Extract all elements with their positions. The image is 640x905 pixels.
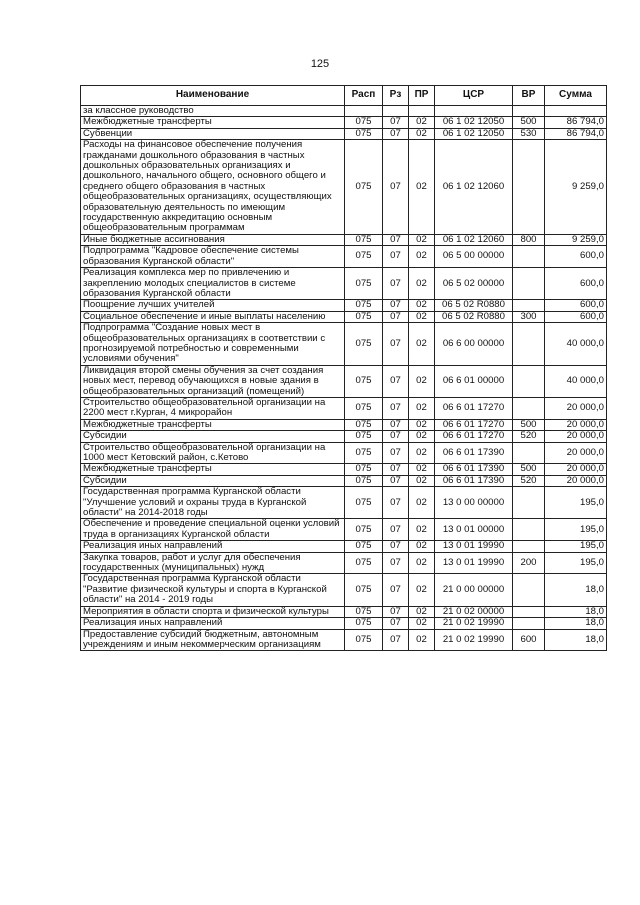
row-csr	[435, 106, 513, 117]
row-vr	[513, 106, 545, 117]
row-csr: 06 6 01 17270	[435, 431, 513, 442]
row-csr: 06 6 01 17270	[435, 397, 513, 419]
row-rz: 07	[383, 397, 409, 419]
row-rasp: 075	[345, 431, 383, 442]
row-csr: 06 5 02 00000	[435, 268, 513, 300]
row-sum: 195,0	[545, 541, 607, 552]
row-sum: 600,0	[545, 268, 607, 300]
row-sum: 20 000,0	[545, 475, 607, 486]
row-pr: 02	[409, 431, 435, 442]
row-csr: 06 6 01 17270	[435, 419, 513, 430]
row-rasp: 075	[345, 552, 383, 574]
header-sum: Сумма	[545, 86, 607, 106]
row-csr: 06 5 00 00000	[435, 246, 513, 268]
row-name: за классное руководство	[81, 106, 345, 117]
row-csr: 06 5 02 R0880	[435, 300, 513, 311]
row-sum	[545, 106, 607, 117]
row-sum: 20 000,0	[545, 397, 607, 419]
row-rz: 07	[383, 629, 409, 651]
table-row	[81, 464, 607, 475]
row-name: Реализация иных направлений	[81, 541, 345, 552]
row-rasp	[345, 106, 383, 117]
row-rz: 07	[383, 365, 409, 397]
row-csr: 06 1 02 12060	[435, 140, 513, 235]
row-name: Поощрение лучших учителей	[81, 300, 345, 311]
header-rz: Рз	[383, 86, 409, 106]
row-vr	[513, 618, 545, 629]
row-name: Подпрограмма "Кадровое обеспечение системы образования Курганской области"	[81, 246, 345, 268]
row-name: Реализация иных направлений	[81, 618, 345, 629]
row-rasp: 075	[345, 117, 383, 128]
row-vr: 300	[513, 311, 545, 322]
row-sum: 195,0	[545, 487, 607, 519]
row-sum: 600,0	[545, 311, 607, 322]
row-pr: 02	[409, 606, 435, 617]
row-rasp: 075	[345, 268, 383, 300]
row-pr: 02	[409, 128, 435, 139]
page-number: 125	[310, 58, 330, 70]
row-rasp: 075	[345, 618, 383, 629]
row-name: Строительство общеобразовательной организации на 2200 мест г.Курган, 4 микрорайон	[81, 397, 345, 419]
row-pr	[409, 106, 435, 117]
row-rz: 07	[383, 246, 409, 268]
table-row	[81, 629, 607, 651]
row-vr: 520	[513, 475, 545, 486]
row-pr: 02	[409, 397, 435, 419]
row-name: Государственная программа Курганской области "Развитие физической культуры и спорта в Курганской области" на 2014 - 2019 годы	[81, 574, 345, 606]
row-rz: 07	[383, 541, 409, 552]
row-sum: 20 000,0	[545, 419, 607, 430]
row-rasp: 075	[345, 475, 383, 486]
table-row	[81, 431, 607, 442]
row-rasp: 075	[345, 541, 383, 552]
row-csr: 06 6 00 00000	[435, 323, 513, 366]
row-rasp: 075	[345, 606, 383, 617]
row-rz: 07	[383, 519, 409, 541]
table-row	[81, 541, 607, 552]
row-rasp: 075	[345, 140, 383, 235]
row-csr: 21 0 02 19990	[435, 618, 513, 629]
row-name: Субсидии	[81, 475, 345, 486]
row-pr: 02	[409, 323, 435, 366]
table-row	[81, 606, 607, 617]
header-csr: ЦСР	[435, 86, 513, 106]
row-rz: 07	[383, 442, 409, 464]
row-sum: 40 000,0	[545, 365, 607, 397]
row-csr: 06 1 02 12060	[435, 234, 513, 245]
row-rz: 07	[383, 300, 409, 311]
row-sum: 18,0	[545, 618, 607, 629]
row-pr: 02	[409, 140, 435, 235]
row-rz: 07	[383, 140, 409, 235]
row-vr: 500	[513, 419, 545, 430]
row-name: Реализация комплекса мер по привлечению и закреплению молодых специалистов в системе образования Курганской области	[81, 268, 345, 300]
row-sum: 600,0	[545, 300, 607, 311]
row-vr	[513, 246, 545, 268]
table-row	[81, 365, 607, 397]
row-rasp: 075	[345, 629, 383, 651]
row-pr: 02	[409, 246, 435, 268]
row-pr: 02	[409, 442, 435, 464]
row-rz	[383, 106, 409, 117]
row-name: Мероприятия в области спорта и физической культуры	[81, 606, 345, 617]
row-csr: 06 5 02 R0880	[435, 311, 513, 322]
row-name: Субсидии	[81, 431, 345, 442]
row-vr	[513, 442, 545, 464]
row-pr: 02	[409, 552, 435, 574]
row-pr: 02	[409, 300, 435, 311]
row-name: Строительство общеобразовательной организации на 1000 мест Кетовский район, с.Кетово	[81, 442, 345, 464]
header-rasp: Расп	[345, 86, 383, 106]
row-sum: 9 259,0	[545, 234, 607, 245]
row-rasp: 075	[345, 519, 383, 541]
row-sum: 18,0	[545, 629, 607, 651]
row-sum: 40 000,0	[545, 323, 607, 366]
row-sum: 18,0	[545, 606, 607, 617]
table-row	[81, 487, 607, 519]
row-sum: 20 000,0	[545, 464, 607, 475]
row-pr: 02	[409, 519, 435, 541]
table-row	[81, 442, 607, 464]
table-row	[81, 519, 607, 541]
row-pr: 02	[409, 365, 435, 397]
row-name: Закупка товаров, работ и услуг для обеспечения государственных (муниципальных) нужд	[81, 552, 345, 574]
row-pr: 02	[409, 541, 435, 552]
row-csr: 21 0 00 00000	[435, 574, 513, 606]
row-vr	[513, 519, 545, 541]
row-name: Предоставление субсидий бюджетным, автономным учреждениям и иным некоммерческим организациям	[81, 629, 345, 651]
header-name: Наименование	[81, 86, 345, 106]
row-rasp: 075	[345, 246, 383, 268]
row-pr: 02	[409, 475, 435, 486]
row-vr: 600	[513, 629, 545, 651]
row-rz: 07	[383, 574, 409, 606]
row-csr: 13 0 01 19990	[435, 552, 513, 574]
header-vr: ВР	[513, 86, 545, 106]
row-vr: 520	[513, 431, 545, 442]
row-csr: 13 0 00 00000	[435, 487, 513, 519]
row-sum: 86 794,0	[545, 117, 607, 128]
row-csr: 06 1 02 12050	[435, 128, 513, 139]
row-rz: 07	[383, 234, 409, 245]
row-name: Межбюджетные трансферты	[81, 117, 345, 128]
row-sum: 9 259,0	[545, 140, 607, 235]
row-rz: 07	[383, 419, 409, 430]
row-rz: 07	[383, 487, 409, 519]
row-rasp: 075	[345, 419, 383, 430]
row-rz: 07	[383, 431, 409, 442]
row-vr: 500	[513, 464, 545, 475]
row-rasp: 075	[345, 300, 383, 311]
table-row	[81, 268, 607, 300]
row-rz: 07	[383, 618, 409, 629]
row-pr: 02	[409, 629, 435, 651]
row-rasp: 075	[345, 397, 383, 419]
table-row	[81, 397, 607, 419]
row-sum: 20 000,0	[545, 431, 607, 442]
table-row	[81, 246, 607, 268]
row-rasp: 075	[345, 234, 383, 245]
table-row	[81, 140, 607, 235]
row-csr: 06 6 01 17390	[435, 442, 513, 464]
table-row	[81, 311, 607, 322]
row-pr: 02	[409, 464, 435, 475]
row-pr: 02	[409, 117, 435, 128]
row-rz: 07	[383, 268, 409, 300]
row-rz: 07	[383, 464, 409, 475]
row-sum: 86 794,0	[545, 128, 607, 139]
table-row	[81, 106, 607, 117]
row-vr	[513, 541, 545, 552]
row-vr	[513, 323, 545, 366]
row-vr: 200	[513, 552, 545, 574]
row-sum: 195,0	[545, 552, 607, 574]
row-vr	[513, 365, 545, 397]
row-name: Государственная программа Курганской области "Улучшение условий и охраны труда в Курганской области" на 2014-2018 годы	[81, 487, 345, 519]
table-header-row	[81, 86, 607, 106]
row-name: Межбюджетные трансферты	[81, 419, 345, 430]
row-rasp: 075	[345, 365, 383, 397]
row-csr: 06 1 02 12050	[435, 117, 513, 128]
table-row	[81, 574, 607, 606]
row-rasp: 075	[345, 442, 383, 464]
budget-table	[80, 85, 607, 651]
row-rz: 07	[383, 552, 409, 574]
row-csr: 06 6 01 00000	[435, 365, 513, 397]
table-row	[81, 117, 607, 128]
row-vr: 530	[513, 128, 545, 139]
row-name: Иные бюджетные ассигнования	[81, 234, 345, 245]
row-name: Обеспечение и проведение специальной оценки условий труда в организациях Курганской области	[81, 519, 345, 541]
row-name: Межбюджетные трансферты	[81, 464, 345, 475]
row-rz: 07	[383, 323, 409, 366]
row-name: Субвенции	[81, 128, 345, 139]
row-name: Ликвидация второй смены обучения за счет создания новых мест, перевод обучающихся в новые здания в общеобразовательных организаций (помещений)	[81, 365, 345, 397]
table-row	[81, 234, 607, 245]
table-row	[81, 618, 607, 629]
row-rasp: 075	[345, 487, 383, 519]
row-rasp: 075	[345, 128, 383, 139]
table-row	[81, 300, 607, 311]
table-row	[81, 475, 607, 486]
row-vr	[513, 606, 545, 617]
row-rz: 07	[383, 606, 409, 617]
row-csr: 06 6 01 17390	[435, 464, 513, 475]
row-sum: 195,0	[545, 519, 607, 541]
row-vr	[513, 487, 545, 519]
row-name: Расходы на финансовое обеспечение получения гражданами дошкольного образования в частных дошкольных образовательных организациях и дошкольного, начального общего, основного общего и среднего общего образования в частных общеобразовательных организациях, осуществляющих образовательную деятельность по имеющим государственную аккредитацию основным общеобразовательным программам	[81, 140, 345, 235]
table-row	[81, 552, 607, 574]
row-pr: 02	[409, 419, 435, 430]
row-pr: 02	[409, 311, 435, 322]
row-vr	[513, 397, 545, 419]
row-vr	[513, 300, 545, 311]
row-csr: 13 0 01 00000	[435, 519, 513, 541]
row-rz: 07	[383, 117, 409, 128]
row-pr: 02	[409, 618, 435, 629]
row-csr: 13 0 01 19990	[435, 541, 513, 552]
row-pr: 02	[409, 574, 435, 606]
row-rasp: 075	[345, 323, 383, 366]
row-pr: 02	[409, 487, 435, 519]
row-pr: 02	[409, 234, 435, 245]
row-vr	[513, 268, 545, 300]
row-vr	[513, 574, 545, 606]
row-rz: 07	[383, 475, 409, 486]
row-rz: 07	[383, 311, 409, 322]
header-pr: ПР	[409, 86, 435, 106]
row-sum: 18,0	[545, 574, 607, 606]
table-row	[81, 323, 607, 366]
table-row	[81, 128, 607, 139]
row-csr: 21 0 02 19990	[435, 629, 513, 651]
row-sum: 600,0	[545, 246, 607, 268]
row-vr: 800	[513, 234, 545, 245]
row-rasp: 075	[345, 574, 383, 606]
row-name: Подпрограмма "Создание новых мест в общеобразовательных организациях в соответствии с прогнозируемой потребностью и современными условиями обучения"	[81, 323, 345, 366]
row-rasp: 075	[345, 311, 383, 322]
row-rz: 07	[383, 128, 409, 139]
row-csr: 06 6 01 17390	[435, 475, 513, 486]
row-pr: 02	[409, 268, 435, 300]
row-vr: 500	[513, 117, 545, 128]
row-rasp: 075	[345, 464, 383, 475]
row-csr: 21 0 02 00000	[435, 606, 513, 617]
row-name: Социальное обеспечение и иные выплаты населению	[81, 311, 345, 322]
row-sum: 20 000,0	[545, 442, 607, 464]
row-vr	[513, 140, 545, 235]
table-row	[81, 419, 607, 430]
